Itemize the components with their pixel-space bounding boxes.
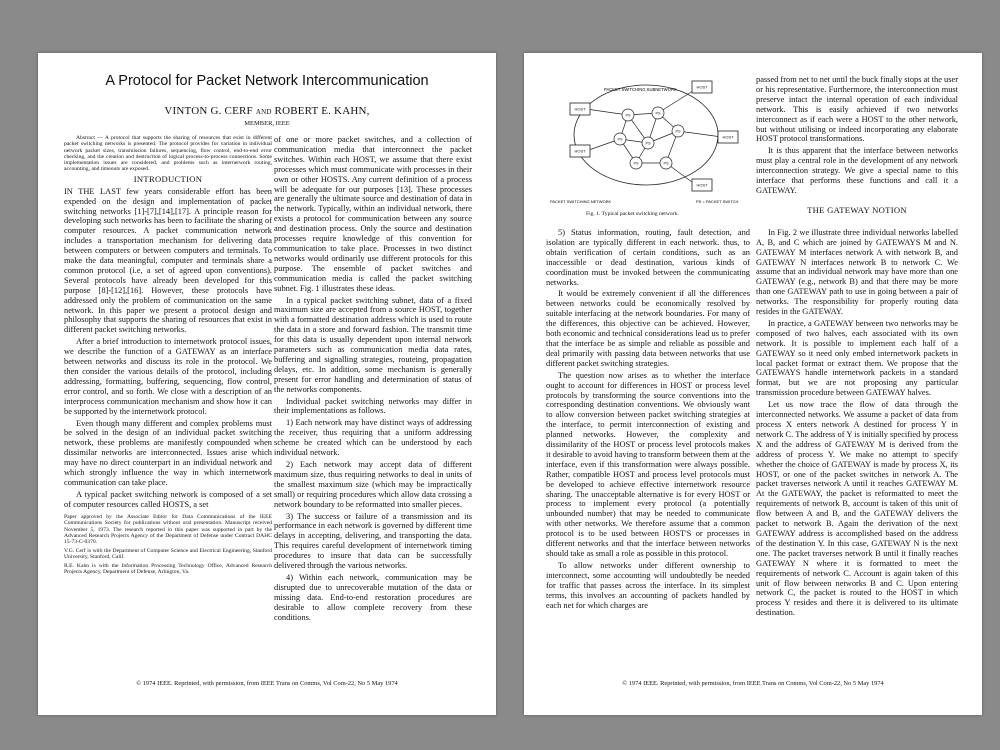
- intro-paragraph-2: After a brief introduction to internetwork protocol issues, we describe the function of a GATEWAY as an interface between networks and discuss its role in the protocol. We then consider the various details of the protocol, including addressing, formatting, buffering, sequencing, flow control, error control, and so forth. We close with a description of an interprocess communication mechanism and show how it can be supported by the internetwork protocol.: [64, 337, 272, 416]
- author-conjunction: AND: [255, 108, 272, 116]
- intro-heading: INTRODUCTION: [133, 173, 203, 184]
- page2-left-column: [546, 228, 750, 610]
- col2-paragraph-2: In a typical packet switching subnet, data of a fixed maximum size are accepted from a source HOST, together with a formatted destination address which is used to route the data in a store and forward fashion. The transmit time for this data is usually dependent upon internal network parameters such as communication media data rates, buffering and signalling strategies, routeing, propagation delays, etc. In addition, some mechanism is generally present for error handling and determination of status of the networks components.: [274, 295, 472, 394]
- page1-footer: © 1974 IEEE. Reprinted, with permission, from IEEE Trans on Comms, Vol Com-22, No 5 May 1974: [136, 680, 398, 687]
- page2-right-column: [756, 75, 958, 618]
- author-2: ROBERT E. KAHN,: [274, 105, 370, 117]
- footnote-3: R.E. Kahn is with the Information Processing Technology Office, Advanced Research Projects Agency, Department of Defense, Arlington, Va.: [64, 562, 272, 575]
- col2-paragraph-1: of one or more packet switches, and a collection of communication media that interconnect the packet switches. Within each HOST, we assume that there exist processes which must communicate with processes in their own or other HOSTS. Any current definition of a process will be adequate for our purposes [13]. These processes are generally the ultimate source and destination of data in the network. Typically, within an individual network, there exists a protocol for communication between any source and destination process. Only the source and destination processes require knowledge of this convention for communication to take place. Processes in two distinct networks would ordinarily use different protocols for this purpose. The ensemble of packet switches and communication media is called the packet switching subnet. Fig. 1 illustrates these ideas.: [274, 135, 472, 293]
- host-label: HOST: [722, 134, 734, 140]
- p2-col2-paragraph-2: It is thus apparent that the interface between networks must play a central role in the development of any network interconnection strategy. We give a special name to this interface that performs these functions and call it a GATEWAY.: [756, 146, 958, 195]
- gateway-heading: THE GATEWAY NOTION: [807, 204, 907, 215]
- p2-col2-paragraph-3: In Fig. 2 we illustrate three individual networks labelled A, B, and C which are joined by GATEWAYS M and N. GATEWAY M interfaces network A with network B, and GATEWAY N interfaces network B to network C. We assume that an individual network may have more than one GATEWAY (e.g., network B) and that there may be more than one GATEWAY path to use in going between a pair of networks. The responsibility for properly routing data resides in the GATEWAY.: [756, 227, 958, 317]
- figure-legend-left: PACKET SWITCHING NETWORK: [550, 199, 612, 204]
- p2-col1-paragraph-4: To allow networks under different ownership to interconnect, some accounting will undoubtedly be needed for traffic that passes across the interface. In its simplest terms, this involves an accounting of packets handled by each net for which charges are: [546, 560, 750, 610]
- p2-col2-paragraph-5: Let us now trace the flow of data through the interconnected networks. We assume a packet of data from process X enters network A destined for process Y in network C. The address of Y is initially specified by process X and the address of GATEWAY M is derived from the address of process Y. We make no attempt to specify whether the choice of GATEWAY is made by process X, its HOST, or one of the packet switches in network A. The packet traverses network A until it reaches GATEWAY M. At the GATEWAY, the packet is reformatted to meet the requirements of network B, account is taken of this unit of flow between A and B, and the GATEWAY delivers the packet to network B. Again the derivation of the next GATEWAY address is accomplished based on the address of the destination Y. In this case, GATEWAY N is the next one. The packet traverses network B until it finally reaches GATEWAY N where it is formatted to meet the requirements of network C. Account is again taken of this unit of flow between networks B and C. Upon entering network C, the packet is routed to the HOST in which process Y resides and there it is delivered to its ultimate destination.: [756, 400, 958, 618]
- figure-1-caption: Fig. 1. Typical packet switching network.: [586, 211, 679, 217]
- page1-right-column: [274, 135, 472, 623]
- host-label: HOST: [696, 84, 708, 90]
- col2-paragraph-4: 1) Each network may have distinct ways of addressing the receiver, thus requiring that a uniform addressing scheme be created which can be understood by each individual network.: [274, 418, 472, 458]
- ps-label: PS: [645, 141, 651, 146]
- host-label: HOST: [574, 148, 586, 154]
- ps-label: PS: [625, 113, 631, 118]
- figure-1-network-diagram: [546, 67, 751, 207]
- footnote-1: Paper approved by the Associate Editor for Data Communications of the IEEE Communications Society for publications without oral presentation. Manuscript received November 5, 1973. The research reported in this paper was supported in part by the Advanced Research Projects Agency of the Department of Defense under Contract DAHC 15-73-C-0370.: [64, 513, 272, 546]
- page1-left-column: [64, 135, 272, 575]
- col2-paragraph-5: 2) Each network may accept data of different maximum size, thus requiring networks to deal in units of the smallest maximum size (which may be impractically small) or requiring procedures which allow data crossing a network boundary to be reformatted into smaller pieces.: [274, 460, 472, 509]
- abstract: Abstract — A protocol that supports the sharing of resources that exist in different packet switching networks is presented. The protocol provides for variation in individual network packet sizes, transmission failures, sequencing, flow control, end-to-end error checking, and the creation and destruction of logical process-to-process connections. Some implementation issues are considered, and problems such as internetwork routing, accounting, and timeouts are exposed.: [64, 135, 272, 173]
- footnote-2: V.G. Cerf is with the Department of Computer Science and Electrical Engineering, Stanford University, Stanford, Calif.: [64, 547, 272, 561]
- ps-label: PS: [675, 129, 681, 134]
- paper-title: A Protocol for Packet Network Intercommunication: [105, 73, 429, 89]
- subnet-boundary: [574, 85, 718, 185]
- p2-col2-paragraph-4: In practice, a GATEWAY between two networks may be composed of two halves, each associated with its own network. It is possible to implement each half of a GATEWAY so it need only embed internetwork packets in local packet format or extract them. We propose that the GATEWAYS handle internetwork packets in a standard format, but we are not proposing any particular transmission procedure between GATEWAY halves.: [756, 318, 958, 398]
- host-label: HOST: [696, 182, 708, 188]
- intro-paragraph-1: IN THE LAST few years considerable effort has been expended on the design and implementation of packet switching networks [1]-[7],[14],[17]. A principle reason for developing such networks has been to facilitate the sharing of computer resources. A packet communication network includes a transportation mechanism for delivering data between computers or between computers and terminals. To make the data meaningful, computer and terminals share a common protocol (i.e, a set of agreed upon conventions). Several protocols have already been developed for this purpose [8]-[12],[16]. However, these protocols have addressed only the problem of communication on the same network. In this paper we present a protocol design and philosophy that supports the sharing of resources that exist in different packet switching networks.: [64, 186, 272, 335]
- intro-paragraph-3: Even though many different and complex problems must be solved in the design of an individual packet switching network, these problems are manifestly compounded when dissimilar networks are interconnected. Issues arise which may have no direct counterpart in an individual network and which strongly influence the way in which internetwork communication can take place.: [64, 418, 272, 487]
- page-1: [38, 53, 496, 715]
- p2-col2-paragraph-1: passed from net to net until the buck finally stops at the user or his representative. Furthermore, the interconnection must preserve intact the internal operation of each individual network. This is easily achieved if two networks interconnect as if each were a HOST to the other network, but without utilising or indeed incorporating any elaborate HOST protocol transformations.: [756, 75, 958, 144]
- author-1: VINTON G. CERF: [164, 105, 253, 117]
- p2-col1-paragraph-1: 5) Status information, routing, fault detection, and isolation are typically different in each network. thus, to obtain verification of certain conditions, such as an inaccessible or dead destination, various kinds of coordination must be invoked between the communicating networks.: [546, 228, 750, 287]
- figure-legend-right: PS = PACKET SWITCH: [696, 199, 739, 204]
- footnotes: [64, 514, 272, 576]
- host-label: HOST: [574, 106, 586, 112]
- ps-label: PS: [617, 137, 623, 142]
- ps-label: PS: [633, 161, 639, 166]
- author-membership: MEMBER, IEEE: [244, 120, 290, 127]
- p2-col1-paragraph-2: It would be extremely convenient if all the differences between networks could be economically resolved by suitable interfacing at the network boundaries. For many of the differences, this objective can be achieved. However, both economic and technical considerations lead us to prefer that the interface be as simple and reliable as possible and deal primarily with passing data between networks that use different packet switching strategies.: [546, 289, 750, 368]
- p2-col1-paragraph-3: The question now arises as to whether the interface ought to account for differences in HOST or process level protocols by transforming the source conventions into the corresponding destination conventions. We obviously want to allow conversion between packet switching strategies at the interface, to permit interconnection of existing and planned networks. However, the complexity and dissimilarity of the HOST or process level protocols makes it desirable to avoid having to transform between them at the interface, even if this transformation were always possible. Rather, compatible HOST and process level protocols must be developed to achieve effective internetwork resource sharing. The unacceptable alternative is for every HOST or process to implement every protocol (a potentially unbounded number) that may be needed to communicate with other networks. We therefore assume that a common protocol is to be used between HOST'S or processes in different networks and that the interface between networks should take as small a role as possible in this protocol.: [546, 370, 750, 558]
- subnet-label: PACKET SWITCHING SUBNETWORK: [604, 87, 677, 92]
- page-2: [524, 53, 982, 715]
- col2-paragraph-3: Individual packet switching networks may differ in their implementations as follows.: [274, 396, 472, 416]
- page2-footer: © 1974 IEEE. Reprinted, with permission, from IEEE Trans on Comms, Vol Com-22, No 5 May 1974: [622, 680, 884, 687]
- ps-label: PS: [663, 161, 669, 166]
- authors-line: [38, 105, 496, 117]
- col2-paragraph-6: 3) The success or failure of a transmission and its performance in each network is governed by different time delays in accepting, delivering, and transporting the data. This requires careful development of internetwork timing procedures to insure that data can be successfully delivered through the various networks.: [274, 511, 472, 571]
- ps-label: PS: [655, 111, 661, 116]
- col2-paragraph-7: 4) Within each network, communication may be disrupted due to unrecoverable mutation of the data or missing data. End-to-end restoration procedures are desirable to allow complete recovery from these conditions.: [274, 572, 472, 622]
- intro-paragraph-4: A typical packet switching network is composed of a set of computer resources called HOSTS, a set: [64, 489, 272, 509]
